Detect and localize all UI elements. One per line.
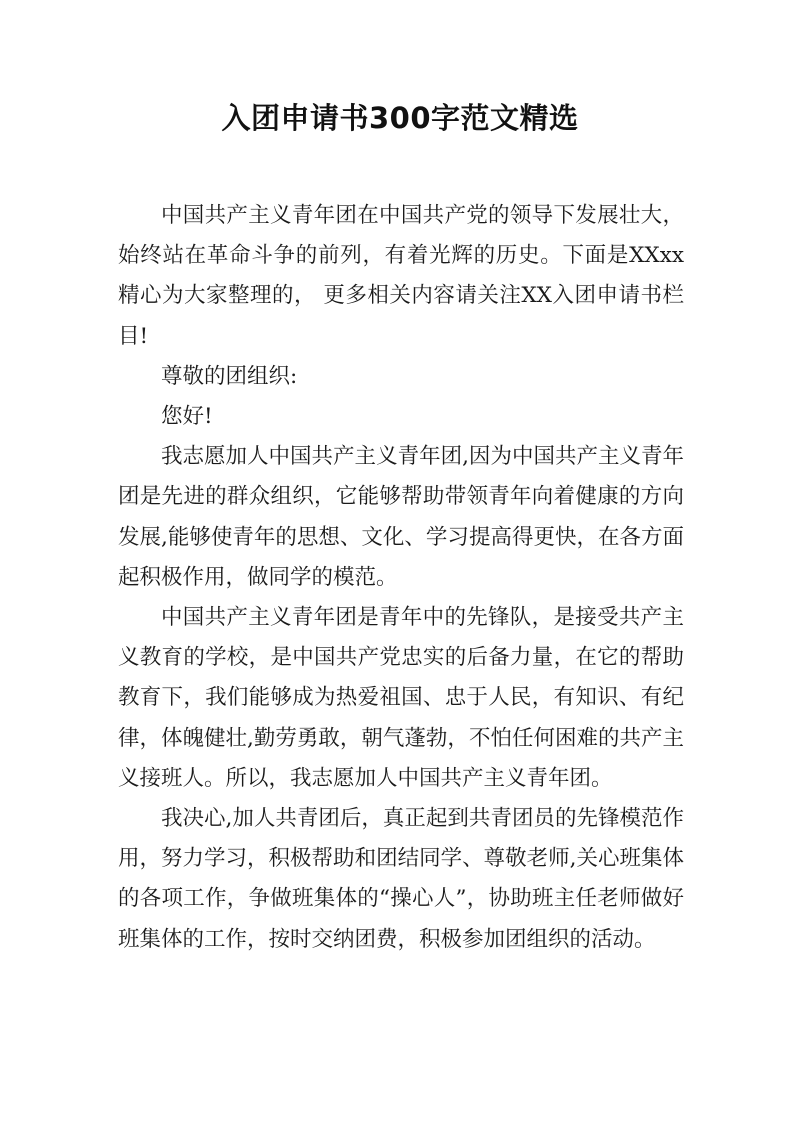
paragraph-league-description: 中国共产主义青年团是青年中的先锋队，是接受共产主义教育的学校，是中国共产党忠实的后备力量，在它的帮助教育下，我们能够成为热爱祖国、忠于人民，有知识、有纪律，体魄健壮,勤劳勇敢，朝气蓬勃，不怕任何困难的共产主义接班人。所以，我志愿加人中国共产主义青年团。	[118, 605, 684, 791]
document-body	[118, 196, 684, 960]
page-title: 入团申请书300字范文精选	[221, 101, 579, 135]
paragraph-greeting: 您好!	[161, 404, 213, 430]
paragraph-intro: 中国共产主义青年团在中国共产党的领导下发展壮大，始终站在革命斗争的前列，有着光辉的历史。下面是XXxx精心为大家整理的， 更多相关内容请关注XX入团申请书栏目!	[118, 203, 684, 349]
paragraph-salutation: 尊敬的团组织:	[161, 363, 298, 389]
paragraph-resolution: 我决心,加人共青团后，真正起到共青团员的先锋模范作用，努力学习，积极帮助和团结同学、尊敬老师,关心班集体的各项工作，争做班集体的“操心人”，协助班主任老师做好班集体的工作，按时交纳团费，积极参加团组织的活动。	[118, 806, 684, 952]
paragraph-reason: 我志愿加人中国共产主义青年团,因为中国共产主义青年团是先进的群众组织，它能够帮助带领青年向着健康的方向发展,能够使青年的思想、文化、学习提高得更快，在各方面起积极作用，做同学的模范。	[118, 444, 684, 590]
